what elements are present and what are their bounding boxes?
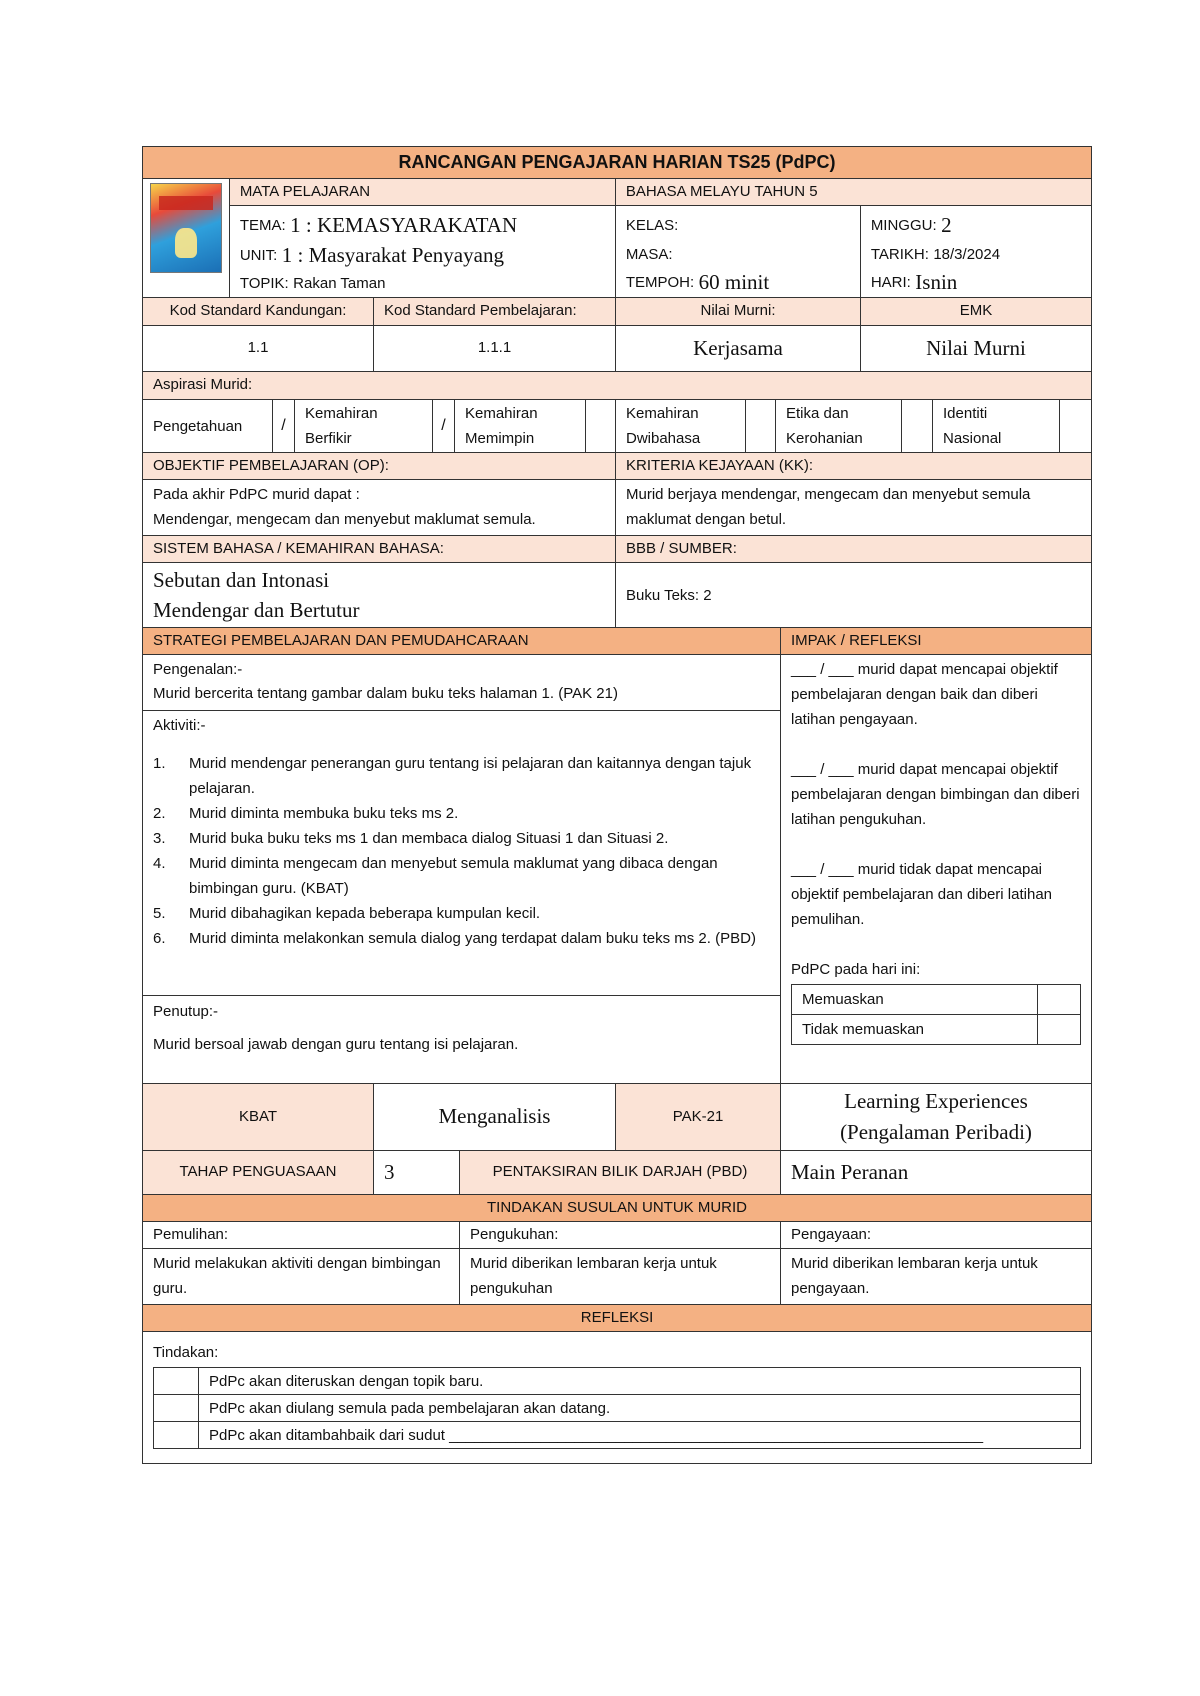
penutup-label: Penutup:- [153,1003,219,1020]
topik-label: TOPIK: [239,274,289,292]
kod-pembelajaran-header: Kod Standard Pembelajaran: [374,298,616,325]
pak21-value [781,1084,1091,1150]
tahap-label: TAHAP PENGUASAAN [143,1151,374,1194]
aspirasi-item-name: Pengetahuan [143,400,273,452]
minggu-value: 2 [941,212,952,237]
kbat-row [143,1084,1091,1151]
kod-kandungan-value: 1.1 [143,326,374,371]
mata-pelajaran-label: MATA PELAJARAN [230,179,616,205]
impak-p1: ___ / ___ murid dapat mencapai objektif pembelajaran dengan baik dan diberi latihan pengayaan. [791,661,1058,728]
aktiviti-list [153,751,770,951]
pdpc-options-table [791,984,1081,1045]
emk-header: EMK [959,302,993,319]
lesson-plan-form [142,146,1092,1464]
textbook-cover-icon [150,183,222,273]
aspirasi-checkbox[interactable] [1060,400,1091,452]
sistem-row [143,563,1091,628]
aspirasi-checkbox[interactable]: / [433,400,455,452]
refleksi-option: PdPc akan ditambahbaik dari sudut ________________________________________________________________ [199,1422,1081,1449]
pdpc-option-tidak-memuaskan: Tidak memuaskan [792,1015,1038,1045]
objektif-row [143,480,1091,536]
standards-header-row [143,298,1091,326]
strategi-header-row [143,628,1091,655]
hari-value: Isnin [915,269,958,294]
tindakan-label: Tindakan: [153,1344,219,1361]
aspirasi-item-name: Kemahiran Berfikir [295,400,433,452]
subject-row [230,179,1091,206]
pengukuhan-label: Pengukuhan: [460,1222,781,1248]
unit-label: UNIT: [239,246,278,264]
aspirasi-row [143,400,1091,453]
penutup-text: Murid bersoal jawab dengan guru tentang isi pelajaran. [153,1036,519,1053]
aspirasi-item-name: Kemahiran Dwibahasa [616,400,746,452]
tempoh-value: 60 minit [698,269,770,294]
aspirasi-item-name: Etika dan Kerohanian [776,400,902,452]
title-row [143,147,1091,179]
aspirasi-header-row [143,372,1091,400]
refleksi-checkbox[interactable] [154,1422,199,1449]
list-item: 4. Murid diminta mengecam dan menyebut semula maklumat yang dibaca dengan bimbingan guru. (KBAT) [153,855,718,897]
minggu-cell [861,206,1091,300]
strategi-row [143,655,1091,1084]
list-item: 6. Murid diminta melakonkan semula dialog yang terdapat dalam buku teks ms 2. (PBD) [153,930,756,947]
pengenalan-label: Pengenalan:- [153,661,243,678]
aspirasi-item-name: Identiti Nasional [933,400,1060,452]
hari-label: HARI: [870,273,911,291]
pdpc-checkbox[interactable] [1038,985,1081,1015]
kriteria-label: KRITERIA KEJAYAAN (KK): [626,457,813,474]
tema-label: TEMA: [239,216,286,234]
aspirasi-checkbox[interactable]: / [273,400,295,452]
refleksi-option: PdPc akan diulang semula pada pembelajaran akan datang. [199,1395,1081,1422]
impak-p2: ___ / ___ murid dapat mencapai objektif pembelajaran dengan bimbingan dan diberi latihan pengukuhan. [791,761,1080,828]
tindakan-susulan-label: TINDAKAN SUSULAN UNTUK MURID [486,1199,748,1216]
list-item: 2. Murid diminta membuka buku teks ms 2. [153,805,459,822]
objektif-line1: Pada akhir PdPC murid dapat : [153,486,360,503]
info-main [230,179,1091,297]
aktiviti-section [143,711,780,996]
sistem-label: SISTEM BAHASA / KEMAHIRAN BAHASA: [143,536,616,562]
penutup-section [143,996,780,1083]
kbat-value: Menganalisis [374,1084,616,1150]
tarikh-label: TARIKH: [870,245,929,263]
emk-value: Nilai Murni [926,336,1026,360]
aspirasi-checkbox[interactable] [746,400,776,452]
details-row [230,206,1091,300]
info-block [143,179,1091,298]
tahap-value: 3 [374,1151,460,1194]
tindakan-susulan-subheader-row [143,1222,1091,1249]
refleksi-label: REFLEKSI [580,1309,654,1326]
minggu-label: MINGGU: [870,216,937,234]
kelas-label: KELAS: [625,216,679,234]
nilai-murni-value: Kerjasama [616,326,861,371]
pengayaan-text: Murid diberikan lembaran kerja untuk pengayaan. [791,1255,1038,1297]
refleksi-options-table [153,1367,1081,1449]
pak21-label: PAK-21 [616,1084,781,1150]
pak21-value-line1: Learning Experiences [844,1089,1028,1113]
refleksi-checkbox[interactable] [154,1368,199,1395]
strategi-label: STRATEGI PEMBELAJARAN DAN PEMUDAHCARAAN [143,628,781,654]
pengenalan-text: Murid bercerita tentang gambar dalam buku teks halaman 1. (PAK 21) [153,685,618,702]
refleksi-row [143,1332,1091,1464]
aspirasi-checkbox[interactable] [902,400,933,452]
kbat-label: KBAT [143,1084,374,1150]
tindakan-susulan-row [143,1249,1091,1305]
masa-label: MASA: [625,245,673,263]
tahap-row [143,1151,1091,1195]
pbd-value: Main Peranan [791,1160,909,1184]
aktiviti-label: Aktiviti:- [153,717,206,734]
list-item: 5. Murid dibahagikan kepada beberapa kumpulan kecil. [153,905,541,922]
refleksi-content [143,1332,1091,1463]
tema-cell [230,206,616,300]
objektif-line2: Mendengar, mengecam dan menyebut maklumat semula. [153,511,536,528]
objektif-text [143,480,616,535]
bbb-label: BBB / SUMBER: [626,540,737,557]
refleksi-checkbox[interactable] [154,1395,199,1422]
subject-name: BAHASA MELAYU TAHUN 5 [625,183,818,200]
refleksi-option: PdPc akan diteruskan dengan topik baru. [199,1368,1081,1395]
pemulihan-label: Pemulihan: [143,1222,460,1248]
kriteria-text: Murid berjaya mendengar, mengecam dan menyebut semula maklumat dengan betul. [626,486,1031,528]
sistem-line1: Sebutan dan Intonasi [153,568,330,592]
objektif-header-row [143,453,1091,480]
sistem-header-row [143,536,1091,563]
aspirasi-checkbox[interactable] [586,400,616,452]
impak-p3: ___ / ___ murid tidak dapat mencapai objektif pembelajaran dan diberi latihan pemulihan. [791,861,1053,928]
sistem-text [143,563,616,627]
standards-value-row [143,326,1091,372]
list-item: 1. Murid mendengar penerangan guru tentang isi pelajaran dan kaitannya dengan tajuk pelajaran. [153,755,752,797]
kelas-cell [616,206,861,300]
impak-label: IMPAK / REFLEKSI [791,632,922,649]
tarikh-value: 18/3/2024 [933,245,1001,263]
sistem-line2: Mendengar dan Bertutur [153,598,360,622]
kod-pembelajaran-value: 1.1.1 [374,326,616,371]
form-table [142,146,1092,1464]
pdpc-checkbox[interactable] [1038,1015,1081,1045]
refleksi-header-row [143,1305,1091,1332]
pak21-value-line2: (Pengalaman Peribadi) [840,1120,1032,1144]
book-cover-cell [143,179,230,297]
pengayaan-label: Pengayaan: [791,1226,872,1243]
aspirasi-label: Aspirasi Murid: [153,376,253,393]
tema-value: 1 : KEMASYARAKATAN [290,212,518,237]
list-item: 3. Murid buka buku teks ms 1 dan membaca dialog Situasi 1 dan Situasi 2. [153,830,669,847]
strategi-content [143,655,781,1083]
kod-kandungan-header: Kod Standard Kandungan: [143,298,374,325]
page-title: RANCANGAN PENGAJARAN HARIAN TS25 (PdPC) [398,152,836,172]
aspirasi-item-name: Kemahiran Memimpin [455,400,586,452]
pemulihan-text: Murid melakukan aktiviti dengan bimbingan guru. [143,1249,460,1304]
pdpc-option-memuaskan: Memuaskan [792,985,1038,1015]
pengenalan-section [143,655,780,711]
bbb-text: Buku Teks: 2 [626,586,712,604]
nilai-murni-header: Nilai Murni: [616,298,861,325]
objektif-label: OBJEKTIF PEMBELAJARAN (OP): [143,453,616,479]
unit-value: 1 : Masyarakat Penyayang [281,242,504,267]
impak-content [781,655,1091,1083]
pdpc-label: PdPC pada hari ini: [791,961,921,978]
tempoh-label: TEMPOH: [625,273,695,291]
tindakan-susulan-header-row [143,1195,1091,1222]
topik-value: Rakan Taman [293,274,386,292]
pengukuhan-text: Murid diberikan lembaran kerja untuk pengukuhan [460,1249,781,1304]
pbd-label: PENTAKSIRAN BILIK DARJAH (PBD) [460,1151,781,1194]
